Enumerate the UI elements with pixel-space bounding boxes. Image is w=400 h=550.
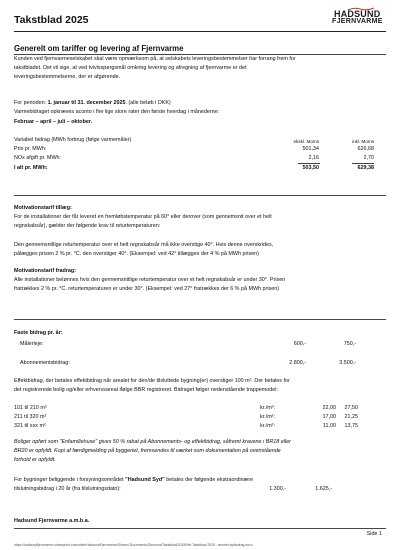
rebate-note-line1: Boliger opført som "Enfamiliehuse" gives 50 % rabat på Abonnements- og effektbidrag, såfremt kravene i BR18 eller: [14, 439, 291, 445]
aconto-line: Varmebidraget opkræves aconto i fire lige store rater den første hverdag i månederne:: [14, 109, 220, 115]
motivation-para1-line1: For de installationer der får leveret en fremløbstemperatur på 60° eller derover (som gennemsnit over et helt: [14, 214, 272, 220]
price-row-label: Pris pr. MWh:: [14, 146, 47, 152]
period-line: For perioden: 1. januar til 31. december 2025. (alle beløb i DKK): [14, 100, 171, 106]
col-head-inc-vat: inkl. Moms: [352, 139, 374, 144]
subscription-label: Abonnementsbidrag:: [20, 360, 70, 366]
step-unit: kr./m²:: [260, 414, 275, 420]
nox-row-label: NOx afgift pr. MWh:: [14, 155, 62, 161]
price-row-ex: 501,34: [302, 146, 319, 152]
motivation-surcharge-heading: Motivationstarif tillæg:: [14, 205, 72, 211]
sum-rule-inc: [352, 163, 374, 164]
step-range: 211 til 320 m²: [14, 414, 47, 420]
company-logo: [330, 6, 386, 28]
effekt-line1: Effektbidrag, der betales effektbidrag når arealet for den/de tilsluttede bygning(er) overstiger 100 m². Der betales for: [14, 378, 290, 384]
motivation-para2-line1: Den gennemsnitlige returtemperatur over et helt regnskabsår må ikke overstige 40°. Hvis denne overskrides,: [14, 242, 274, 248]
footer-company: Hadsund Fjernvarme a.m.b.a.: [14, 518, 90, 524]
page-title: Takstblad 2025: [14, 14, 89, 26]
step-inc: 27,50: [344, 405, 358, 411]
meter-rent-ex: 600,-: [293, 341, 306, 347]
header-divider: [14, 31, 386, 32]
logo-line1: HADSUND: [334, 9, 381, 19]
hadsund-syd-line1: For bygninger beliggende i forsyningsområdet "Hadsund Syd" betales der følgende ekstraordinære: [14, 477, 254, 483]
logo-line2: FJERNVARME: [332, 18, 383, 25]
intro-line-1: Kunden ved fjernvarmeselskabet skal være opmærksom på, at selskabets leveringsbestemmelser har forrang frem for: [14, 56, 296, 62]
subscription-ex: 2.800,-: [289, 360, 306, 366]
nox-row-inc: 2,70: [363, 155, 374, 161]
motivation-para3-line2: fratrækkes 2 % pr. °C. returtemperaturen er under 30°. (Eksempel: ved 27° fratrækkes der 6 % på MWh prisen): [14, 286, 280, 292]
step-inc: 21,25: [344, 414, 358, 420]
nox-row-ex: 2,16: [308, 155, 319, 161]
rebate-note-line3: forhold er opfyldt.: [14, 457, 56, 463]
footer-file-path: https://hadsundfjernvarme.sharepoint.com/sites/HadsundFjernvarme/Shared Documents/Okonomi/Takstblad/2025/Ret Takstblad 2025 - ændret sydbidrag.docx: [14, 543, 253, 547]
rebate-note-line2: BR20 er opfyldt. Kopi af færdigmelding på byggeriet, fremsendes til værket som dokumentation på ovenstående: [14, 448, 281, 454]
general-heading: Generelt om tariffer og levering af Fjernvarme: [14, 44, 184, 53]
intro-line-2: takstbladet. Det vil sige, at ved tvivlsspørgsmål omkring levering og afregning af fjernvarme er det: [14, 65, 247, 71]
intro-line-3: leveringsbestemmelserne, der er afgørende.: [14, 74, 121, 80]
step-ex: 11,00: [322, 423, 336, 429]
total-row-ex: 503,50: [302, 165, 319, 171]
step-unit: kr./m²:: [260, 405, 275, 411]
hadsund-syd-line2: tilslutningsbidrag i 20 år (fra tilslutningsdato):: [14, 486, 121, 492]
motivation-para2-line2: pålægges prisen 2 % pr. °C. den overstiger 40°. (Eksempel: ved 42° tillægges der 4 % på MWh prisen): [14, 251, 259, 257]
step-range: 321 til xxx m²: [14, 423, 46, 429]
meter-rent-inc: 750,-: [343, 341, 356, 347]
effekt-line2: det registrerede bolig og/eller erhvervsareal ifølge BBR registreret. Bidraget følger nedenstående trappemodel:: [14, 387, 278, 393]
meter-rent-label: Målerleje:: [20, 341, 44, 347]
fixed-top-rule: [14, 319, 386, 320]
aconto-months: Februar – april – juli – oktober.: [14, 119, 93, 125]
step-ex: 22,00: [322, 405, 336, 411]
motivation-para3-line1: Alle installationer belønnes hvis den gennemsnitlige returtemperatur over et helt regnskabsår er under 30°. Prisen: [14, 277, 286, 283]
hadsund-syd-ex: 1.300,-: [269, 486, 286, 492]
total-row-label: I alt pr. MWh:: [14, 165, 48, 171]
subscription-inc: 3.500,-: [339, 360, 356, 366]
step-inc: 13,75: [344, 423, 358, 429]
motivation-top-rule: [14, 195, 386, 196]
page-number: Side 1: [366, 531, 382, 537]
step-range: 101 til 210 m²: [14, 405, 47, 411]
price-row-inc: 626,68: [357, 146, 374, 152]
footer-rule: [14, 528, 386, 529]
variable-table-head-label: Variabel bidrag (MWh forbrug (følge varmemåler): [14, 137, 132, 143]
sum-rule-ex: [298, 163, 320, 164]
total-row-inc: 629,38: [357, 165, 374, 171]
motivation-deduction-heading: Motivationstarif fradrag:: [14, 268, 76, 274]
fixed-fees-heading: Faste bidrag pr. år:: [14, 330, 63, 336]
step-ex: 17,00: [322, 414, 336, 420]
hadsund-syd-inc: 1.625,-: [315, 486, 332, 492]
general-heading-rule: [14, 54, 386, 55]
col-head-ex-vat: ekskl. Moms: [293, 139, 319, 144]
step-unit: kr./m²:: [260, 423, 275, 429]
motivation-para1-line2: regnskabsår), gælder der følgende krav til returtemperaturen:: [14, 223, 161, 229]
